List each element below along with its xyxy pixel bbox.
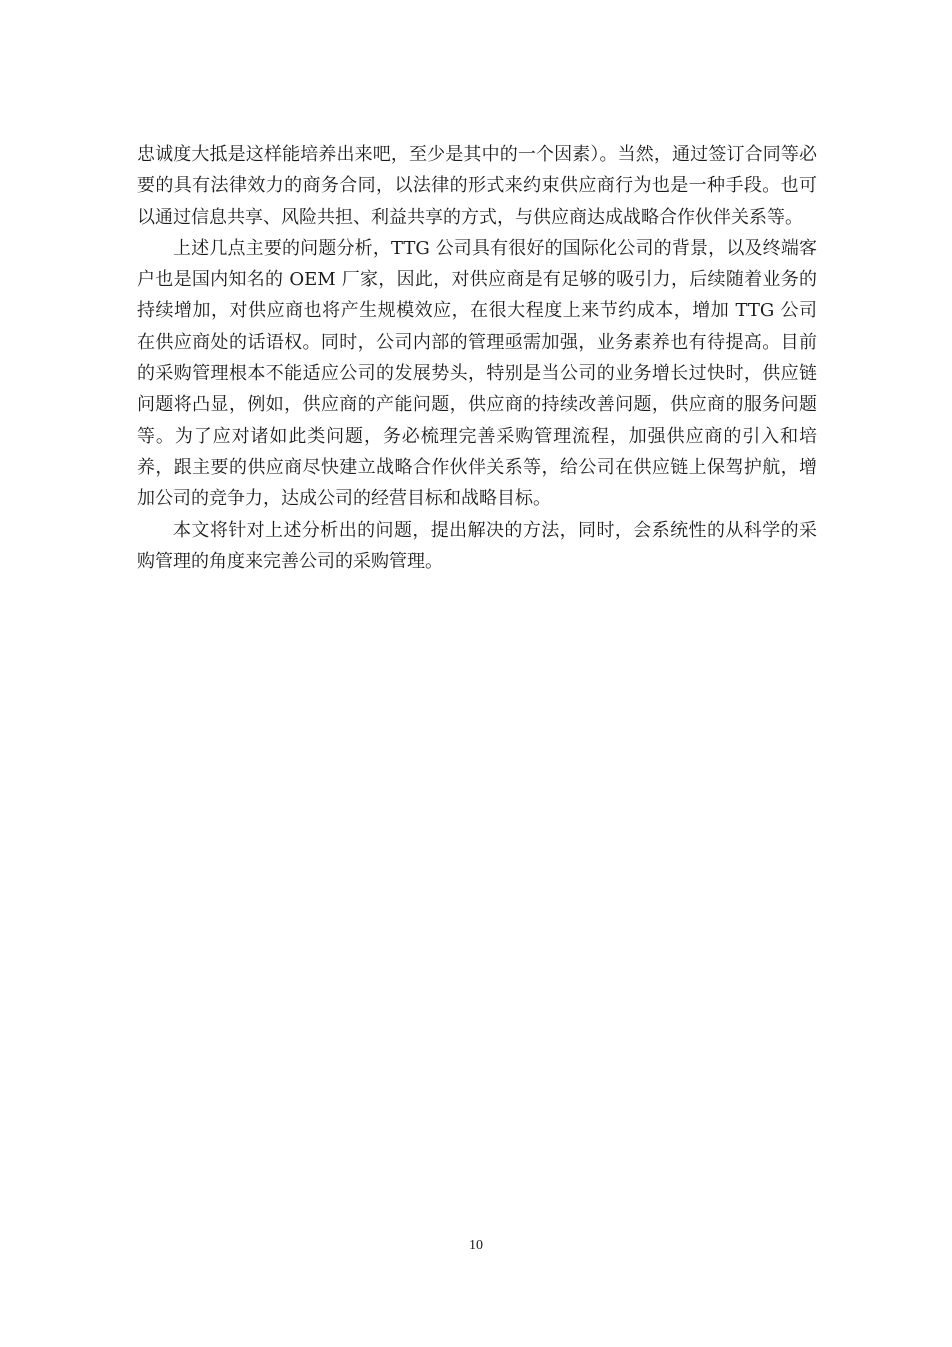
paragraph-purpose: 本文将针对上述分析出的问题，提出解决的方法，同时，会系统性的从科学的采购管理的角度来完善公司的采购管理。	[137, 519, 817, 572]
paragraph-continuation: 忠诚度大抵是这样能培养出来吧，至少是其中的一个因素）。当然，通过签订合同等必要的具有法律效力的商务合同，以法律的形式来约束供应商行为也是一种手段。也可以通过信息共享、风险共担、利益共享的方式，与供应商达成战略合作伙伴关系等。	[137, 144, 817, 228]
page-number: 10	[469, 1238, 483, 1253]
body-text	[137, 139, 817, 577]
paragraph-problem-analysis: 上述几点主要的问题分析，TTG 公司具有很好的国际化公司的背景，以及终端客户也是国内知名的 OEM 厂家，因此，对供应商是有足够的吸引力，后续随着业务的持续增加，对供应商也将产生规模效应，在很大程度上来节约成本，增加 TTG 公司在供应商处的话语权。同时，公司内部的管理亟需加强，业务素养也有待提高。目前的采购管理根本不能适应公司的发展势头，特别是当公司的业务增长过快时，供应链问题将凸显，例如，供应商的产能问题，供应商的持续改善问题，供应商的服务问题等。为了应对诸如此类问题，务必梳理完善采购管理流程，加强供应商的引入和培养，跟主要的供应商尽快建立战略合作伙伴关系等，给公司在供应链上保驾护航，增加公司的竞争力，达成公司的经营目标和战略目标。	[137, 237, 817, 510]
